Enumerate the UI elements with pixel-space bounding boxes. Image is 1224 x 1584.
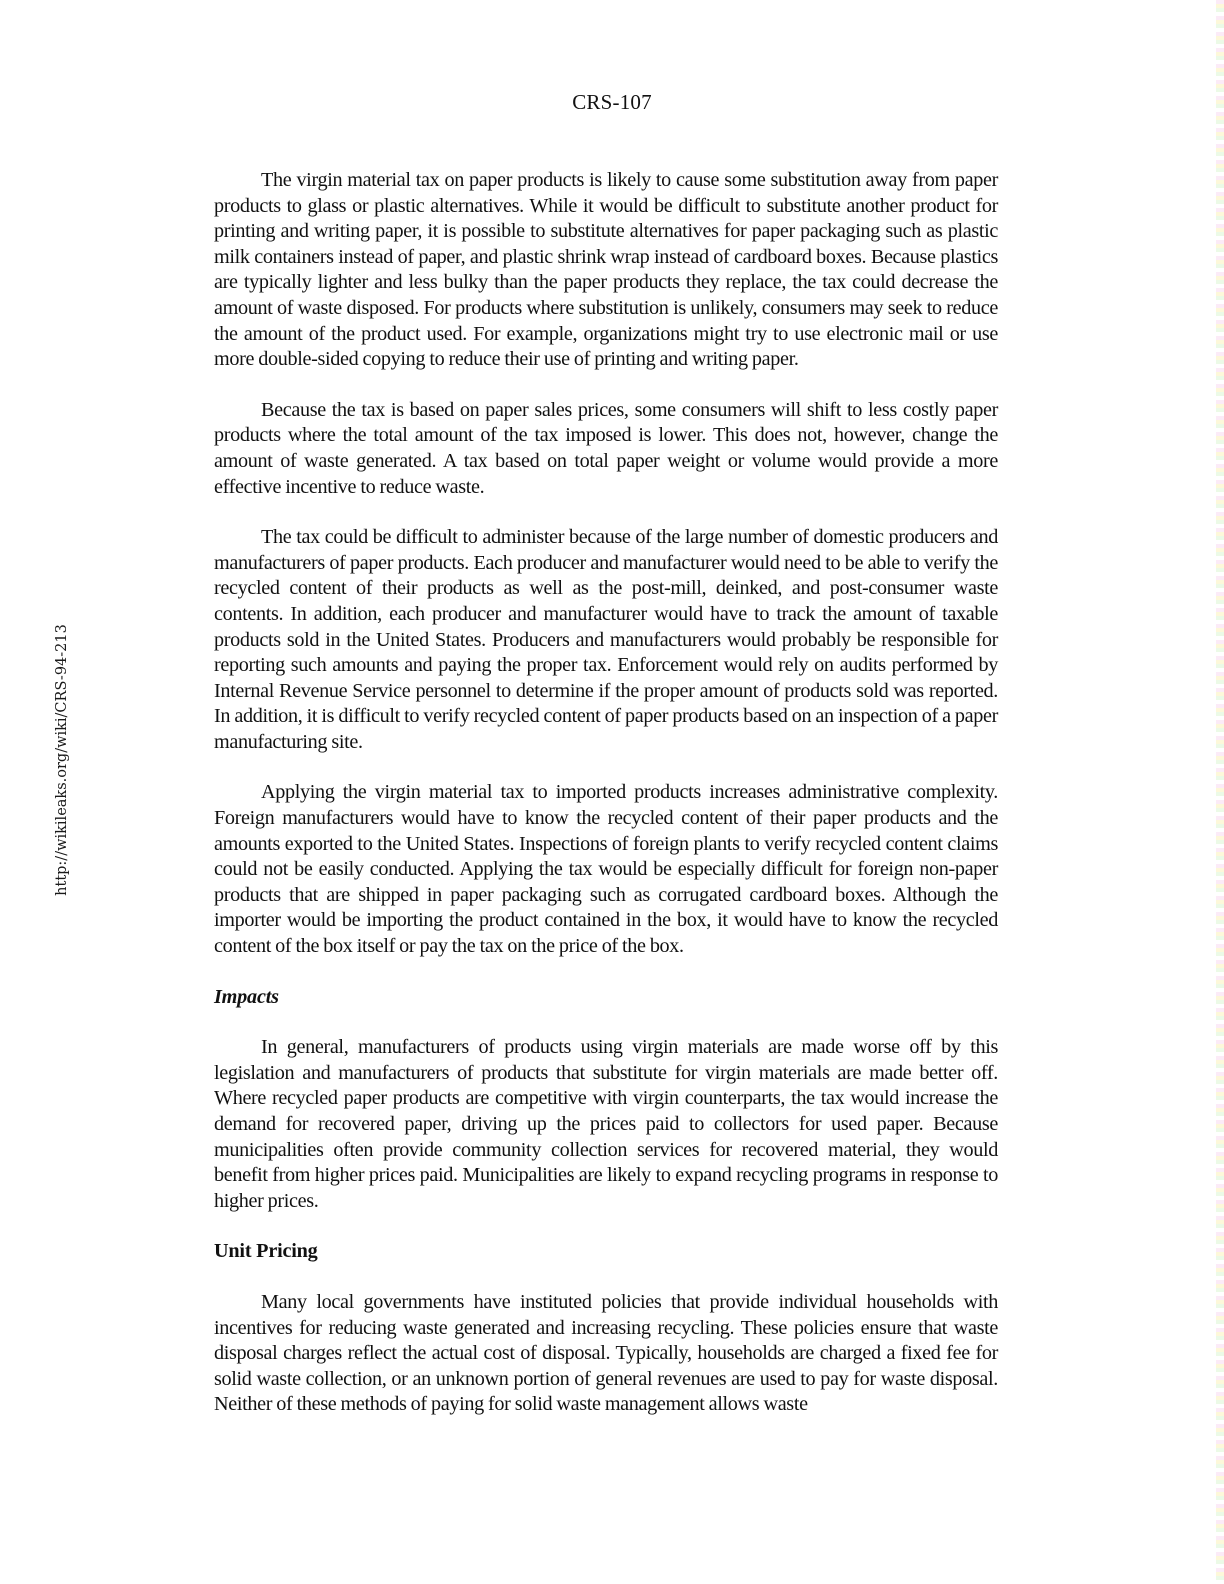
page-edge-artifact bbox=[1216, 0, 1224, 1584]
paragraph-unit-pricing: Many local governments have instituted policies that provide individual households with incentives for reducing waste generated and increasing recycling. These policies ensure that waste disposal charges reflect the actual cost of disposal. Typically, households are charged a fixed fee for solid waste collection, or an unknown portion of general revenues are used to pay for waste disposal. Neither of these methods of paying for solid waste management allows waste bbox=[214, 1290, 998, 1416]
paragraph-imported-products: Applying the virgin material tax to imported products increases administrative complexity. Foreign manufacturers would have to know the recycled content of their paper products and the amounts exported to the United States. Inspections of foreign plants to verify recycled content claims could not be easily conducted. Applying the tax would be especially difficult for foreign non-paper products that are shipped in paper packaging such as corrugated cardboard boxes. Although the importer would be importing the product contained in the box, it would have to know the recycled content of the box itself or pay the tax on the price of the box. bbox=[214, 781, 998, 958]
page-number-header: CRS-107 bbox=[572, 90, 652, 114]
section-heading-impacts: Impacts bbox=[214, 985, 279, 1008]
side-watermark-url bbox=[52, 600, 72, 920]
paragraph-administration: The tax could be difficult to administer because of the large number of domestic producers and manufacturers of paper products. Each producer and manufacturer would need to be able to verify the recycled content of their products as well as the post-mill, deinked, and post-consumer waste contents. In addition, each producer and manufacturer would have to track the amount of taxable products sold in the United States. Producers and manufacturers would probably be responsible for reporting such amounts and paying the proper tax. Enforcement would rely on audits performed by Internal Revenue Service personnel to determine if the proper amount of products sold was reported. In addition, it is difficult to verify recycled content of paper products based on an inspection of a paper manufacturing site. bbox=[214, 526, 998, 753]
paragraph-impacts: In general, manufacturers of products using virgin materials are made worse off by this legislation and manufacturers of products that substitute for virgin materials are made better off. Where recycled paper products are competitive with virgin counterparts, the tax would increase the demand for recovered paper, driving up the prices paid to collectors for used paper. Because municipalities often provide community collection services for recovered material, they would benefit from higher prices paid. Municipalities are likely to expand recycling programs in response to higher prices. bbox=[214, 1036, 998, 1212]
section-heading-unit-pricing: Unit Pricing bbox=[214, 1240, 318, 1263]
side-url-text: http://wikileaks.org/wiki/CRS-94-213 bbox=[54, 624, 70, 896]
paragraph-sales-price-basis: Because the tax is based on paper sales prices, some consumers will shift to less costly paper products where the total amount of the tax imposed is lower. This does not, however, change the amount of waste generated. A tax based on total paper weight or volume would provide a more effective incentive to reduce waste. bbox=[214, 398, 998, 498]
document-body bbox=[214, 168, 998, 1443]
paragraph-substitution: The virgin material tax on paper products is likely to cause some substitution away from paper products to glass or plastic alternatives. While it would be difficult to substitute another product for printing and writing paper, it is possible to substitute alternatives for paper packaging such as plastic milk containers instead of paper, and plastic shrink wrap instead of cardboard boxes. Because plastics are typically lighter and less bulky than the paper products they replace, the tax could decrease the amount of waste disposed. For products where substitution is unlikely, consumers may seek to reduce the amount of the product used. For example, organizations might try to use electronic mail or use more double-sided copying to reduce their use of printing and writing paper. bbox=[214, 169, 998, 371]
